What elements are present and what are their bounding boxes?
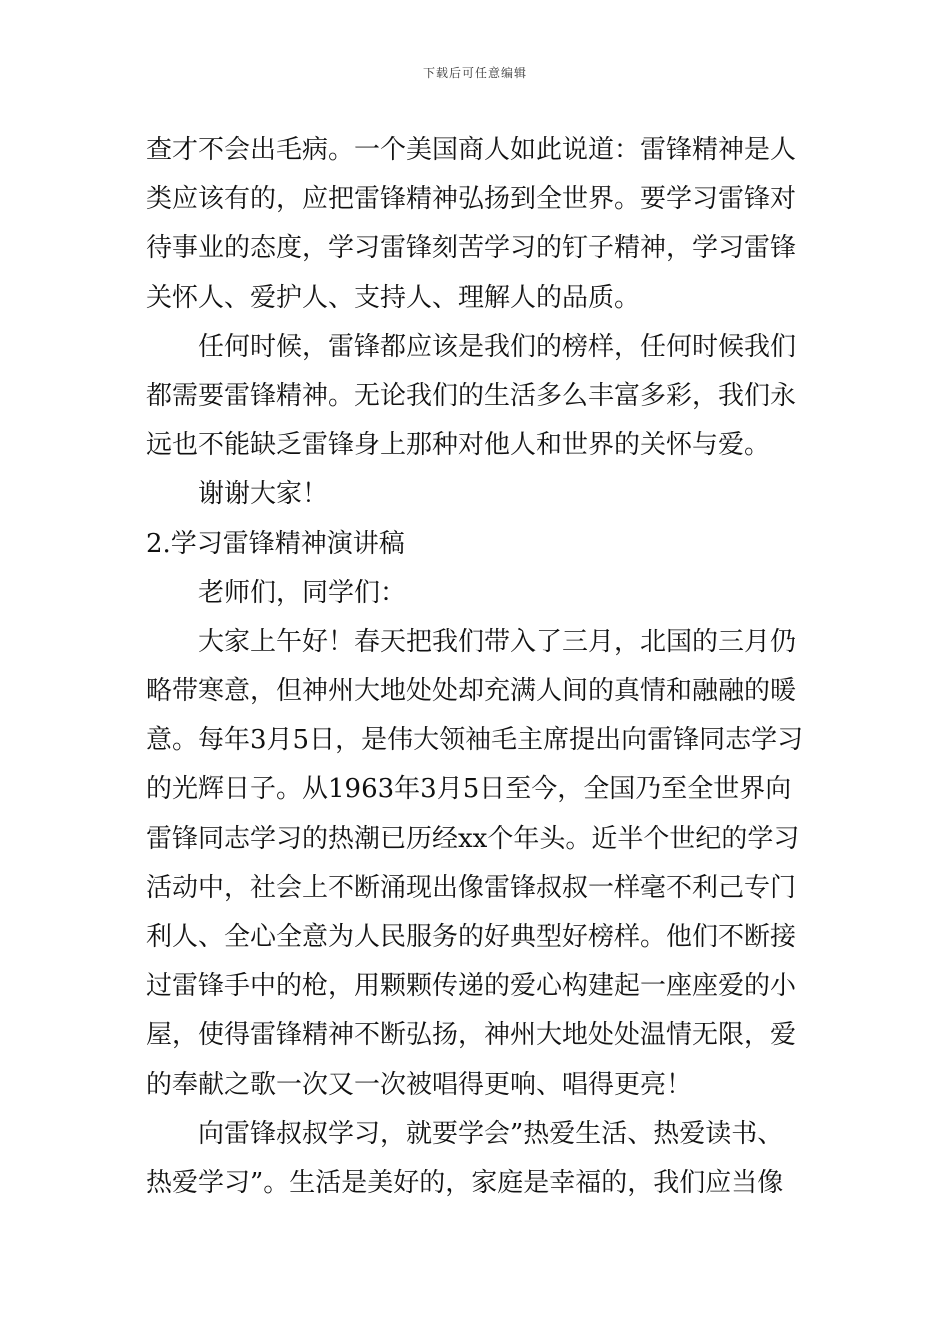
text-line: 大家上午好！春天把我们带入了三月，北国的三月仍	[198, 626, 797, 657]
text-line: 雷锋同志学习的热潮已历经xx个年头。近半个世纪的学习	[146, 823, 800, 854]
text-line: 屋，使得雷锋精神不断弘扬，神州大地处处温情无限，爱	[146, 1020, 797, 1051]
salutation: 老师们，同学们：	[198, 577, 407, 608]
text-line: 意。每年3月5日，是伟大领袖毛主席提出向雷锋同志学习	[146, 725, 804, 756]
document-body	[146, 126, 808, 1208]
text-line: 的奉献之歌一次又一次被唱得更响、唱得更亮！	[146, 1069, 693, 1100]
text-line: 谢谢大家！	[198, 479, 329, 510]
text-line: 利人、全心全意为人民服务的好典型好榜样。他们不断接	[146, 922, 797, 952]
text-line: 类应该有的，应把雷锋精神弘扬到全世界。要学习雷锋对	[146, 184, 797, 215]
text-line: 的光辉日子。从1963年3月5日至今，全国乃至全世界向	[146, 774, 792, 805]
text-line: 任何时候，雷锋都应该是我们的榜样，任何时候我们	[198, 331, 797, 362]
text-line: 活动中，社会上不断涌现出像雷锋叔叔一样毫不利己专门	[146, 872, 797, 903]
text-line: 略带寒意，但神州大地处处却充满人间的真情和融融的暖	[146, 676, 797, 707]
text-line: 远也不能缺乏雷锋身上那种对他人和世界的关怀与爱。	[146, 430, 771, 461]
text-line: 过雷锋手中的枪，用颗颗传递的爱心构建起一座座爱的小	[146, 971, 797, 1002]
page-header: 下载后可任意编辑	[422, 66, 527, 80]
text-line: 查才不会出毛病。一个美国商人如此说道：雷锋精神是人	[146, 135, 797, 165]
section-heading: 2.学习雷锋精神演讲稿	[146, 528, 405, 559]
text-line: 关怀人、爱护人、支持人、理解人的品质。	[146, 282, 641, 313]
text-line: 热爱学习”。生活是美好的，家庭是幸福的，我们应当像	[146, 1167, 784, 1198]
text-line: 都需要雷锋精神。无论我们的生活多么丰富多彩，我们永	[146, 380, 797, 411]
text-line: 待事业的态度，学习雷锋刻苦学习的钉子精神，学习雷锋	[146, 233, 797, 264]
text-line: 向雷锋叔叔学习，就要学会”热爱生活、热爱读书、	[198, 1118, 784, 1149]
